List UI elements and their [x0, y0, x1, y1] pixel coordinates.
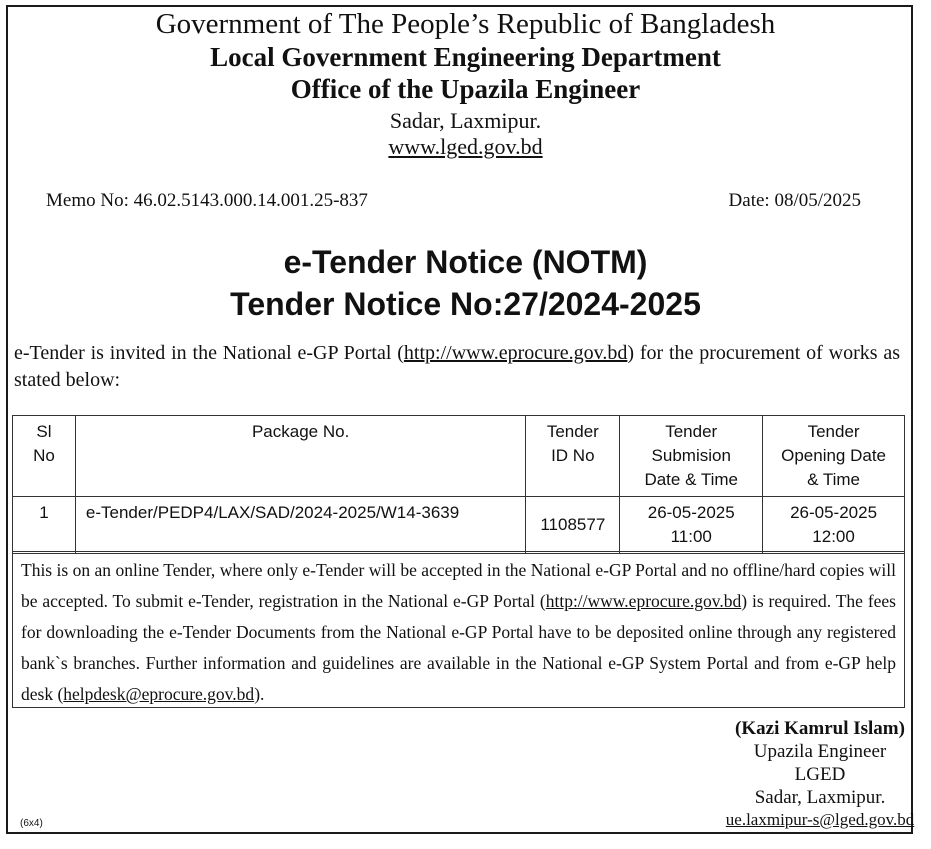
- header-tender-id: Tender ID No: [526, 416, 620, 497]
- signatory-name: (Kazi Kamrul Islam): [735, 718, 905, 739]
- row-sl: 1: [13, 497, 76, 554]
- row-tender-id: 1108577: [526, 497, 620, 554]
- office-address: Sadar, Laxmipur.: [389, 108, 542, 133]
- government-heading: Government of The People’s Republic of Bangladesh: [155, 8, 776, 40]
- header-opening-date: Tender Opening Date & Time: [763, 416, 905, 497]
- header-package-no: Package No.: [75, 416, 525, 497]
- notice-title: e-Tender Notice (NOTM): [283, 244, 648, 280]
- helpdesk-email-link[interactable]: helpdesk@eprocure.gov.bd: [63, 684, 255, 704]
- signatory-email-link[interactable]: ue.laxmipur-s@lged.gov.bd: [725, 810, 915, 829]
- intro-paragraph: [14, 340, 900, 394]
- table-row: [13, 497, 905, 554]
- header-submission-date: Tender Submision Date & Time: [620, 416, 763, 497]
- memo-number: Memo No: 46.02.5143.000.14.001.25-837: [46, 190, 368, 211]
- eprocure-link-2[interactable]: http://www.eprocure.gov.bd: [545, 591, 742, 611]
- note-text-1: This is on an online Tender, where only e-Tender will be accepted in the National e-GP Portal and no offline/hard copies will be accepted. To submit e-Tender, registration in the National e-GP Portal (: [21, 560, 896, 611]
- office-heading: Office of the Upazila Engineer: [290, 74, 641, 104]
- table-header-row: [13, 416, 905, 497]
- note-text-3: ).: [254, 684, 265, 704]
- tender-notice-number: Tender Notice No:27/2024-2025: [230, 286, 701, 322]
- notice-date: Date: 08/05/2025: [728, 190, 861, 211]
- ad-size-label: (6x4): [20, 818, 43, 829]
- row-submission: 26-05-2025 11:00: [620, 497, 763, 554]
- department-heading: Local Government Engineering Department: [210, 42, 721, 72]
- signatory-org: LGED: [794, 764, 846, 785]
- header-sl-no: Sl No: [13, 416, 76, 497]
- row-package: e-Tender/PEDP4/LAX/SAD/2024-2025/W14-3639: [75, 497, 525, 554]
- instructions-box: [12, 551, 905, 708]
- tender-table: [12, 415, 905, 554]
- signatory-title: Upazila Engineer: [753, 741, 887, 762]
- row-opening: 26-05-2025 12:00: [763, 497, 905, 554]
- note-text-2: ) is required. The fees for downloading the e-Tender Documents from the National e-GP Portal have to be deposited online through any registered bank`s branches. Further information and guidelines are available in the National e-GP System Portal and from e-GP help desk (: [21, 591, 896, 704]
- eprocure-link[interactable]: http://www.eprocure.gov.bd: [403, 342, 628, 364]
- website-link[interactable]: www.lged.gov.bd: [388, 134, 543, 159]
- intro-text-after: ) for the procurement of works as stated below:: [14, 342, 901, 391]
- intro-text-before: e-Tender is invited in the National e-GP Portal (: [14, 342, 404, 364]
- signatory-address: Sadar, Laxmipur.: [754, 787, 886, 808]
